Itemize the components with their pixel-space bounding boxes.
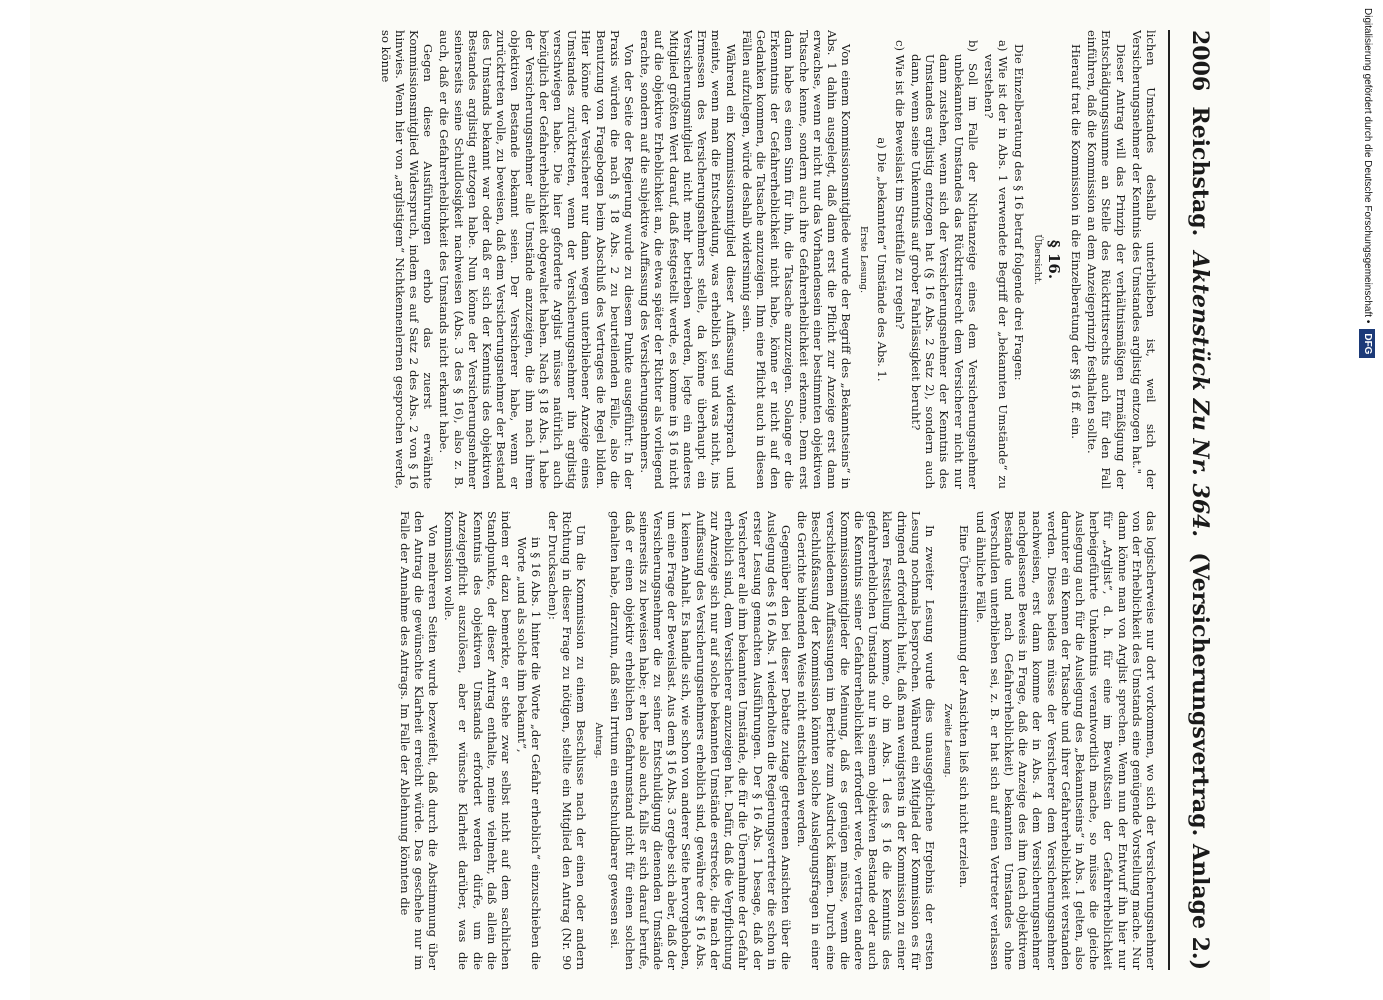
column-right: [50, 511, 1158, 970]
paragraph: a) Die „bekannten“ Umstände des Abs. 1.: [874, 137, 889, 382]
text-columns: [50, 30, 1158, 970]
paragraph: Von mehreren Seiten wurde bezweifelt, daß durch die Abstimmung über den Antrag die gewünschte Klarheit erreicht würde. Das geschehe nur im Falle der Annahme des Antrags. Im Falle der Ablehnung könnten die: [397, 511, 441, 970]
subsection-label: Antrag.: [593, 722, 605, 759]
digitization-credit: [1357, 8, 1377, 992]
paragraph: Eine Übereinstimmung der Ansichten ließ sich nicht erzielen.: [957, 525, 972, 889]
paragraph: Von der Seite der Regierung wurde zu diesem Punkte ausgeführt: In der Praxis würden die nach § 18 Abs. 2 zu beurteilenden Fälle, also die Benutzung von Fragebogen beim Abschluß des Vertrages die Regel bilden. Hier könne der Versicherer nur dann wegen unterbliebener Anzeige eines Umstandes zurücktreten, wenn der Versicherungsnehmer ihn arglistig verschwiegen habe. Die hier geforderte Arglist müsse natürlich auch bezüglich der Gefahrerheblichkeit obgewaltet haben. Nach § 18 Abs. 1 habe der Versicherungsnehmer alle Umstände anzuzeigen, die ihm nach ihrem objektiven Bestande bekannt seien. Der Versicherer habe, wenn er zurücktreten wolle, zu beweisen, daß dem Versicherungsnehmer der Bestand des Umstands bekannt war oder daß er sich der Kenntnis des objektiven Bestandes arglistig entzogen habe. Nun könne der Versicherungsnehmer seinerseits seine Schuldlosigkeit nachweisen (Abs. 3 des § 16), also z. B. auch, daß er die Gefahrerheblichkeit des Umstands nicht erkannt habe.: [437, 30, 637, 489]
page-number: 2006: [1187, 30, 1213, 92]
column-left: [50, 30, 1158, 489]
paragraph: Während ein Kommissionsmitglied dieser Auffassung widersprach und meinte, wenn man die Entscheidung, was erheblich sei und was nicht, ins Ermessen des Versicherungsnehmers stelle, da könne überhaupt ein Versicherungsmitglied nicht mehr betrieben werden, legte ein anderes Mitglied größten Wert darauf, daß festgestellt werde, es komme in § 16 nicht auf die objektive Erheblichkeit an, die etwa später der Richter als vorliegend erachte, sondern auf die subjektive Auffassung des Versicherungsnehmers.: [638, 30, 738, 489]
subsection-label: Zweite Lesung.: [942, 703, 954, 778]
paragraph: das logischerweise nur dort vorkommen, wo sich der Versicherungsnehmer von der Erheblichkeit des Umstands eine genügende Vorstellung mache. Nur dann könne man von Arglist sprechen. Wenn nun der Entwurf ihn hier nur für „Arglist“, d. h. für eine im Bewußtsein der Gefahrerheblichkeit herbeigeführte Unkenntnis verantwortlich mache, so müsse die gleiche Auslegung auch für die Auslegung des „Bekanntseins“ in Abs. 1 gelten, also darunter ein Kennen der Tatsache und ihrer Gefahrerheblichkeit verstanden werden. Dieses beides müsse der Versicherer dem Versicherungsnehmer nachweisen, erst dann komme der in Abs. 4 dem Versicherungsnehmer nachgelassene Beweis in Frage, daß die Anzeige des ihm (nach objektivem Bestande und nach Gefahrerheblichkeit) bekannten Umstandes ohne Verschulden unterblieben sei, z. B. er hat sich auf einen Vertreter verlassen und ähnliche Fälle.: [973, 511, 1158, 970]
header-left: Reichstag.: [1187, 106, 1213, 237]
paragraph: b) Soll im Falle der Nichtanzeige eines dem Versicherungsnehmer unbekannten Umstandes das Rücktrittsrecht dem Versicherer nicht nur dann zustehen, wenn sich der Versicherungsnehmer der Kenntnis des Umstandes arglistig entzogen hat (§ 16 Abs. 2 Satz 2), sondern auch dann, wenn seine Unkenntnis auf grober Fahrlässigkeit beruht?: [908, 40, 980, 489]
paragraph: Die Einzelberatung des § 16 betraf folgende drei Fragen:: [1012, 44, 1027, 381]
subsection-label: Übersicht.: [1031, 234, 1043, 285]
header-right: (Versicherungsvertrag. Anlage 2.): [1187, 552, 1213, 970]
credit-line: [1357, 8, 1377, 992]
paragraph: Von einem Kommissionsmitgliede wurde der Begriff des „Bekanntseins“ in Abs. 1 dahin ausgelegt, daß dann erst die Pflicht zur Anzeige erst dann erwachse, wenn er nicht nur das Vorhandensein einer bestimmten objektiven Tatsache kenne, sondern auch ihre Gefahrerheblichkeit erkenne. Denn erst dann habe es einen Sinn für ihn, die Tatsache anzuzeigen. Solange er die Erkenntnis der Gefahrerheblichkeit nicht habe, könne er nicht auf den Gedanken kommen, die Tatsache anzuzeigen. Ihm eine Pflicht auch in diesen Fällen aufzulegen, würde deshalb widersinnig sein.: [739, 30, 854, 489]
paragraph: indem er dazu bemerkte, er stehe zwar selbst nicht auf dem sachlichen Standpunkte, der dieser Antrag enthalte, meine vielmehr, daß allein die Kenntnis des objektiven Umstands erfordert werden dürfe, um die Anzeigepflicht auszulösen, aber er wünsche Klarheit darüber, was die Kommission wolle.: [442, 511, 514, 970]
paragraph: lichen Umstandes deshalb unterblieben ist, weil sich der Versicherungsnehmer der Kenntnis des Umstandes arglistig entzogen hat.": [1129, 30, 1158, 489]
paragraph: in § 16 Abs. 1 hinter die Worte „der Gefahr erheblich“ einzuschieben die Worte „und als solche ihm bekannt“,: [515, 537, 544, 970]
paragraph: Gegenüber den bei dieser Debatte zutage getretenen Ansichten über die Auslegung des § 16 Abs. 1 wiederholten die Regierungsvertreter die schon in erster Lesung gemachten Ausführungen. Der § 16 Abs. 1 besage, daß der Versicherer alle ihm bekannten Umstände, die für die Übernahme der Gefahr erheblich sind, dem Versicherer anzuzeigen hat. Dafür, daß die Verpflichtung zur Anzeige sich nur auf solche bekannten Umstände erstrecke, die nach der Auffassung des Versicherungsnehmers erheblich sind, gewähre der § 16 Abs. 1 keinen Anhalt. Es handle sich, wie schon von anderer Seite hervorgehoben, um eine Frage der Beweislast. Aus dem § 16 Abs. 3 ergebe sich aber, daß der Versicherungsnehmer die zu seiner Entschuldigung dienenden Umstände seinerseits zu beweisen habe; er habe also auch, falls er sich darauf berufe, daß er einen objektiv erheblichen Gefahrumstand nicht für einen solchen gehalten habe, darzutun, daß sein Irrtum ein entschuldbarer gewesen sei.: [608, 511, 793, 970]
paragraph: a) Wie ist der in Abs. 1 verwendete Begriff der „bekannten Umstände“ zu verstehen?: [981, 40, 1011, 489]
paragraph: Hierauf trat die Kommission in die Einzelberatung der §§ 16 ff. ein.: [1068, 44, 1083, 439]
page-header: [1168, 30, 1230, 970]
paragraph: Gegen diese Ausführungen erhob das zuerst erwähnte Kommissionsmitglied Widerspruch, indem es auf Satz 2 des Abs. 2 von § 16 hinwies. Wenn hier von „arglistigem“ Nichtkennenlernen gesprochen werde, so könne: [378, 30, 436, 489]
paragraph: Dieser Antrag will das Prinzip der verhältnismäßigen Ermäßigung der Entschädigungssumme an Stelle des Rücktrittsrechts auch für den Fall einführen, daß die Kommission an dem Anzeigeprinzip festhalten sollte.: [1085, 30, 1128, 489]
paragraph: c) Wie ist die Beweislast im Streitfalle zu regeln?: [892, 40, 907, 330]
paragraph: Um die Kommission zu einem Beschlusse nach der einen oder andern Richtung in dieser Frage zu nötigen, stellte ein Mitglied den Antrag (Nr. 90 der Drucksachen):: [545, 511, 589, 970]
dfg-logo: DFG: [1359, 329, 1375, 358]
subsection-label: Erste Lesung.: [858, 226, 870, 293]
header-middle: Aktenstück Zu Nr. 364.: [1187, 251, 1213, 538]
rotated-document-page: [30, 0, 1270, 1000]
section-heading: § 16.: [1044, 239, 1063, 280]
credit-text: Digitalisierung gefördert durch die Deutsche Forschungsgemeinschaft •: [1362, 8, 1373, 324]
paragraph: In zweiter Lesung wurde dies unausgeglichene Ergebnis der ersten Lesung nochmals besprochen. Während ein Mitglied der Kommission es für dringend erforderlich hielt, daß man wenigstens in der Kommission zu einer klaren Feststellung komme, ob im Abs. 1 des § 16 die Kenntnis des gefahrerheblichen Umstands nur in seinem objektiven Bestande oder auch die Kenntnis seiner Gefahrerheblichkeit erfordert werde, vertraten andere Kommissionsmitglieder die Meinung, daß es genügen müsse, wenn die verschiedenen Auffassungen im Berichte zum Ausdruck kämen. Durch eine Beschlußfassung der Kommission könnten solche Auslegungsfragen in einer die Gerichte bindenden Weise nicht entschieden werden.: [795, 511, 937, 970]
